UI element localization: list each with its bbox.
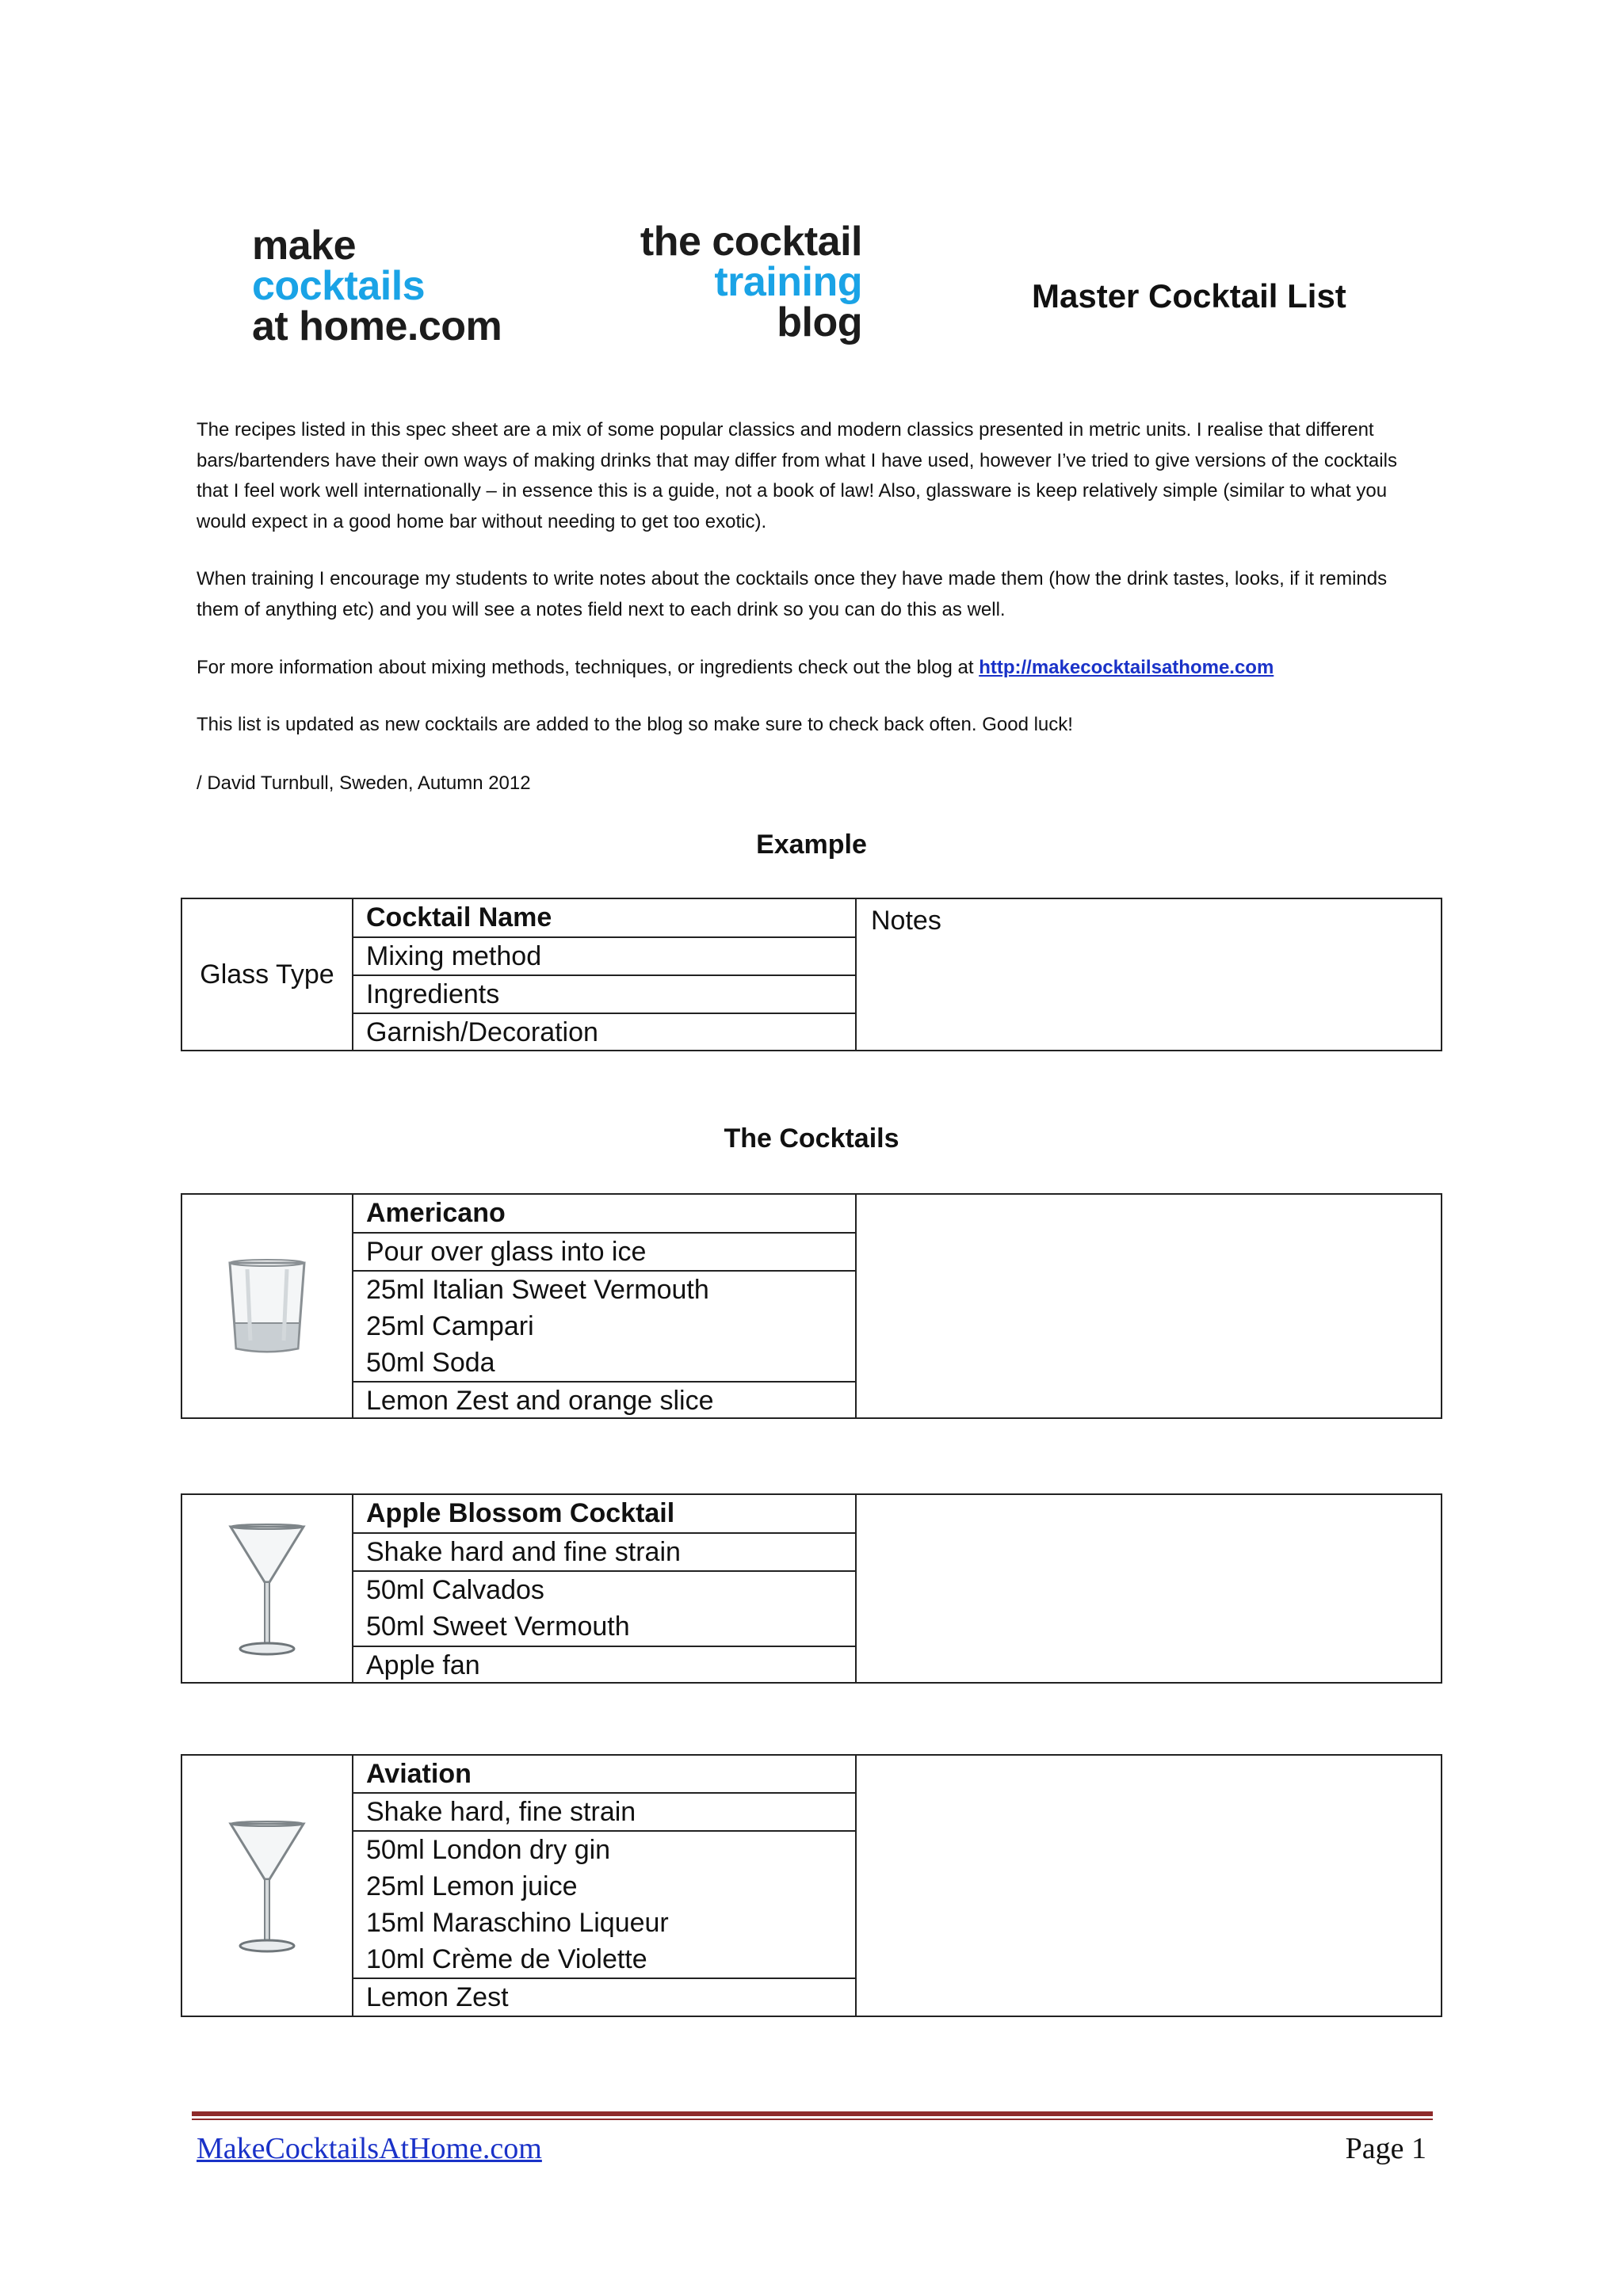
recipe-aviation xyxy=(181,1754,1442,2017)
make-cocktails-at-home-logo xyxy=(252,223,502,349)
glass-cell xyxy=(182,1195,353,1417)
martini-glass-icon xyxy=(227,1814,307,1957)
cocktail-training-blog-logo xyxy=(586,219,862,345)
ingredient: 50ml Calvados xyxy=(366,1575,544,1605)
example-heading: Example xyxy=(756,830,867,860)
intro-paragraph-4: This list is updated as new cocktails are added to the blog so make sure to check back often. Good luck! xyxy=(197,714,1073,735)
intro-paragraph-3-text: For more information about mixing methods, techniques, or ingredients check out the blog at xyxy=(197,657,980,678)
recipe-americano xyxy=(181,1193,1442,1419)
intro-paragraph-2: When training I encourage my students to write notes about the cocktails once they have made them (how the drink tastes, looks, if it reminds them of anything etc) and you will see a notes field next to each drink so you can do this as well. xyxy=(197,568,1388,620)
footer-divider-thin xyxy=(192,2119,1433,2120)
example-glass-cell xyxy=(182,899,353,1050)
cocktail-name: Apple Blossom Cocktail xyxy=(352,1495,855,1534)
notes-label: Notes xyxy=(871,906,941,936)
ingredient: 25ml Lemon juice xyxy=(366,1871,578,1901)
ingredient: 50ml Sweet Vermouth xyxy=(366,1611,630,1642)
glass-cell xyxy=(182,1495,353,1682)
intro-paragraph-3 xyxy=(197,653,1429,684)
ingredient: 15ml Maraschino Liqueur xyxy=(366,1908,669,1938)
blog-link[interactable]: http://makecocktailsathome.com xyxy=(979,657,1274,678)
cocktail-name: Aviation xyxy=(352,1756,855,1794)
mixing-method: Shake hard and fine strain xyxy=(352,1534,855,1572)
recipe-apple-blossom-cocktail xyxy=(181,1493,1442,1684)
recipe-details xyxy=(352,1195,857,1417)
page-number: Page 1 xyxy=(1345,2132,1426,2165)
ingredient: 25ml Italian Sweet Vermouth xyxy=(366,1275,709,1305)
recipe-details xyxy=(352,1756,857,2016)
example-mixing-method: Mixing method xyxy=(352,938,855,976)
ingredient: 10ml Crème de Violette xyxy=(366,1944,647,1974)
cocktail-name: Americano xyxy=(352,1195,855,1234)
logo2-line-2: training xyxy=(714,259,862,305)
example-ingredients: Ingredients xyxy=(352,976,855,1014)
cocktails-heading: The Cocktails xyxy=(724,1123,899,1154)
logo2-line-1: the cocktail xyxy=(640,219,862,265)
glass-cell xyxy=(182,1756,353,2016)
logo1-line-1: make xyxy=(252,223,356,269)
garnish: Lemon Zest xyxy=(366,1982,509,2012)
logo1-line-3: at home.com xyxy=(252,303,502,349)
notes-cell[interactable] xyxy=(857,1756,1441,2016)
example-table xyxy=(181,898,1442,1051)
logo1-line-2: cocktails xyxy=(252,263,426,309)
garnish: Apple fan xyxy=(366,1650,480,1680)
rocks-glass-icon xyxy=(223,1255,311,1358)
ingredients xyxy=(352,1572,855,1647)
intro-paragraph-1: The recipes listed in this spec sheet are a mix of some popular classics and modern classics presented in metric units. I realise that different bars/bartenders have their own ways of making drinks that may differ from what I have used, however I’ve tried to give versions of the cocktails that I feel work well internationally – in essence this is a guide, not a book of law! Also, glassware is keep relatively simple (similar to what you would expect in a good home bar without needing to get too exotic). xyxy=(197,419,1397,532)
page-title: Master Cocktail List xyxy=(1032,277,1346,315)
ingredients xyxy=(352,1272,855,1383)
notes-cell[interactable] xyxy=(857,1495,1441,1682)
notes-cell[interactable] xyxy=(857,1195,1441,1417)
ingredients xyxy=(352,1832,855,1979)
footer-site-link[interactable]: MakeCocktailsAtHome.com xyxy=(197,2132,542,2165)
ingredient: 50ml Soda xyxy=(366,1348,495,1378)
example-garnish: Garnish/Decoration xyxy=(366,1017,598,1047)
logo2-line-3: blog xyxy=(777,299,862,345)
martini-glass-icon xyxy=(227,1517,307,1660)
mixing-method: Pour over glass into ice xyxy=(352,1234,855,1272)
recipe-details xyxy=(352,1495,857,1682)
mixing-method: Shake hard, fine strain xyxy=(352,1794,855,1832)
glass-type-label: Glass Type xyxy=(200,959,334,990)
footer-divider xyxy=(192,2111,1433,2116)
ingredient: 50ml London dry gin xyxy=(366,1835,611,1865)
ingredient: 25ml Campari xyxy=(366,1311,534,1341)
example-cocktail-name: Cocktail Name xyxy=(352,899,855,938)
signature: / David Turnbull, Sweden, Autumn 2012 xyxy=(197,772,531,794)
garnish: Lemon Zest and orange slice xyxy=(366,1386,714,1416)
example-notes-cell xyxy=(857,899,1441,1050)
example-details xyxy=(352,899,857,1050)
